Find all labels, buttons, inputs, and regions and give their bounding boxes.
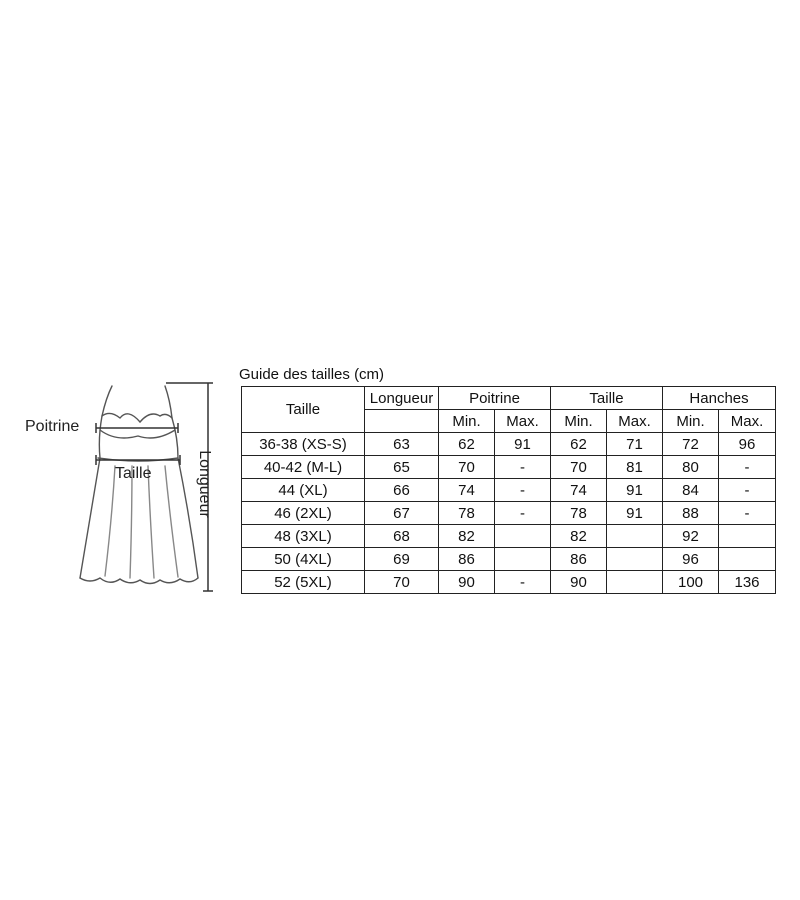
size-cell: 48 (3XL) bbox=[242, 525, 365, 548]
hips-min-cell: 84 bbox=[663, 479, 719, 502]
chest-measure-line bbox=[96, 423, 178, 433]
chest-min-cell: 74 bbox=[439, 479, 495, 502]
hips-max-cell bbox=[719, 525, 776, 548]
left-strap bbox=[102, 386, 112, 416]
table-row bbox=[242, 502, 776, 525]
waist-min-cell: 82 bbox=[551, 525, 607, 548]
subheader-chest-min: Min. bbox=[439, 410, 495, 433]
chest-max-cell bbox=[495, 525, 551, 548]
hips-min-cell: 88 bbox=[663, 502, 719, 525]
hips-min-cell: 80 bbox=[663, 456, 719, 479]
subheader-chest-max: Max. bbox=[495, 410, 551, 433]
chest-label: Poitrine bbox=[25, 418, 80, 435]
subheader-waist-min: Min. bbox=[551, 410, 607, 433]
hips-min-cell: 92 bbox=[663, 525, 719, 548]
chest-max-cell: - bbox=[495, 456, 551, 479]
length-cell: 68 bbox=[365, 525, 439, 548]
waist-max-cell bbox=[607, 571, 663, 594]
fold-line bbox=[105, 466, 115, 576]
waist-min-cell: 86 bbox=[551, 548, 607, 571]
length-cell: 70 bbox=[365, 571, 439, 594]
length-cell: 69 bbox=[365, 548, 439, 571]
chest-max-cell: - bbox=[495, 479, 551, 502]
size-cell: 36-38 (XS-S) bbox=[242, 433, 365, 456]
subheader-length-empty bbox=[365, 410, 439, 433]
left-side bbox=[80, 416, 102, 578]
hips-min-cell: 96 bbox=[663, 548, 719, 571]
chest-min-cell: 86 bbox=[439, 548, 495, 571]
length-cell: 66 bbox=[365, 479, 439, 502]
table-row bbox=[242, 548, 776, 571]
subheader-waist-max: Max. bbox=[607, 410, 663, 433]
waist-max-cell: 81 bbox=[607, 456, 663, 479]
header-hips: Hanches bbox=[663, 387, 776, 410]
size-cell: 50 (4XL) bbox=[242, 548, 365, 571]
waist-max-cell: 91 bbox=[607, 479, 663, 502]
hips-max-cell: 136 bbox=[719, 571, 776, 594]
length-cell: 65 bbox=[365, 456, 439, 479]
waist-max-cell bbox=[607, 548, 663, 571]
waist-min-cell: 78 bbox=[551, 502, 607, 525]
hips-max-cell: - bbox=[719, 502, 776, 525]
right-strap bbox=[165, 386, 172, 418]
header-waist: Taille bbox=[551, 387, 663, 410]
header-length: Longueur bbox=[365, 387, 439, 410]
size-cell: 46 (2XL) bbox=[242, 502, 365, 525]
waist-max-cell: 71 bbox=[607, 433, 663, 456]
table-row bbox=[242, 525, 776, 548]
length-label: Longueur bbox=[195, 450, 213, 518]
chest-max-cell: - bbox=[495, 502, 551, 525]
chest-max-cell bbox=[495, 548, 551, 571]
header-chest: Poitrine bbox=[439, 387, 551, 410]
waist-min-cell: 70 bbox=[551, 456, 607, 479]
chest-min-cell: 90 bbox=[439, 571, 495, 594]
header-row bbox=[242, 387, 776, 410]
waist-label: Taille bbox=[115, 465, 152, 482]
size-cell: 40-42 (M-L) bbox=[242, 456, 365, 479]
bust-seam bbox=[100, 430, 175, 438]
size-guide-title: Guide des tailles (cm) bbox=[239, 366, 385, 383]
table-row bbox=[242, 456, 776, 479]
chest-min-cell: 70 bbox=[439, 456, 495, 479]
waist-max-cell: 91 bbox=[607, 502, 663, 525]
table-row bbox=[242, 433, 776, 456]
length-cell: 63 bbox=[365, 433, 439, 456]
hips-max-cell bbox=[719, 548, 776, 571]
size-table bbox=[241, 386, 776, 594]
hips-min-cell: 100 bbox=[663, 571, 719, 594]
hem bbox=[80, 578, 198, 584]
table-row bbox=[242, 479, 776, 502]
hips-max-cell: - bbox=[719, 479, 776, 502]
size-cell: 44 (XL) bbox=[242, 479, 365, 502]
garment-diagram bbox=[20, 378, 225, 598]
neckline bbox=[102, 413, 172, 422]
waist-min-cell: 62 bbox=[551, 433, 607, 456]
chest-max-cell: 91 bbox=[495, 433, 551, 456]
length-cell: 67 bbox=[365, 502, 439, 525]
chest-min-cell: 62 bbox=[439, 433, 495, 456]
waist-min-cell: 74 bbox=[551, 479, 607, 502]
header-size: Taille bbox=[242, 387, 365, 433]
subheader-hips-min: Min. bbox=[663, 410, 719, 433]
hips-max-cell: 96 bbox=[719, 433, 776, 456]
waist-max-cell bbox=[607, 525, 663, 548]
subheader-hips-max: Max. bbox=[719, 410, 776, 433]
waist-min-cell: 90 bbox=[551, 571, 607, 594]
table-row bbox=[242, 571, 776, 594]
chest-max-cell: - bbox=[495, 571, 551, 594]
hips-min-cell: 72 bbox=[663, 433, 719, 456]
size-cell: 52 (5XL) bbox=[242, 571, 365, 594]
hips-max-cell: - bbox=[719, 456, 776, 479]
fold-line bbox=[165, 466, 178, 577]
chest-min-cell: 82 bbox=[439, 525, 495, 548]
waist-measure-line bbox=[96, 455, 180, 465]
chest-min-cell: 78 bbox=[439, 502, 495, 525]
